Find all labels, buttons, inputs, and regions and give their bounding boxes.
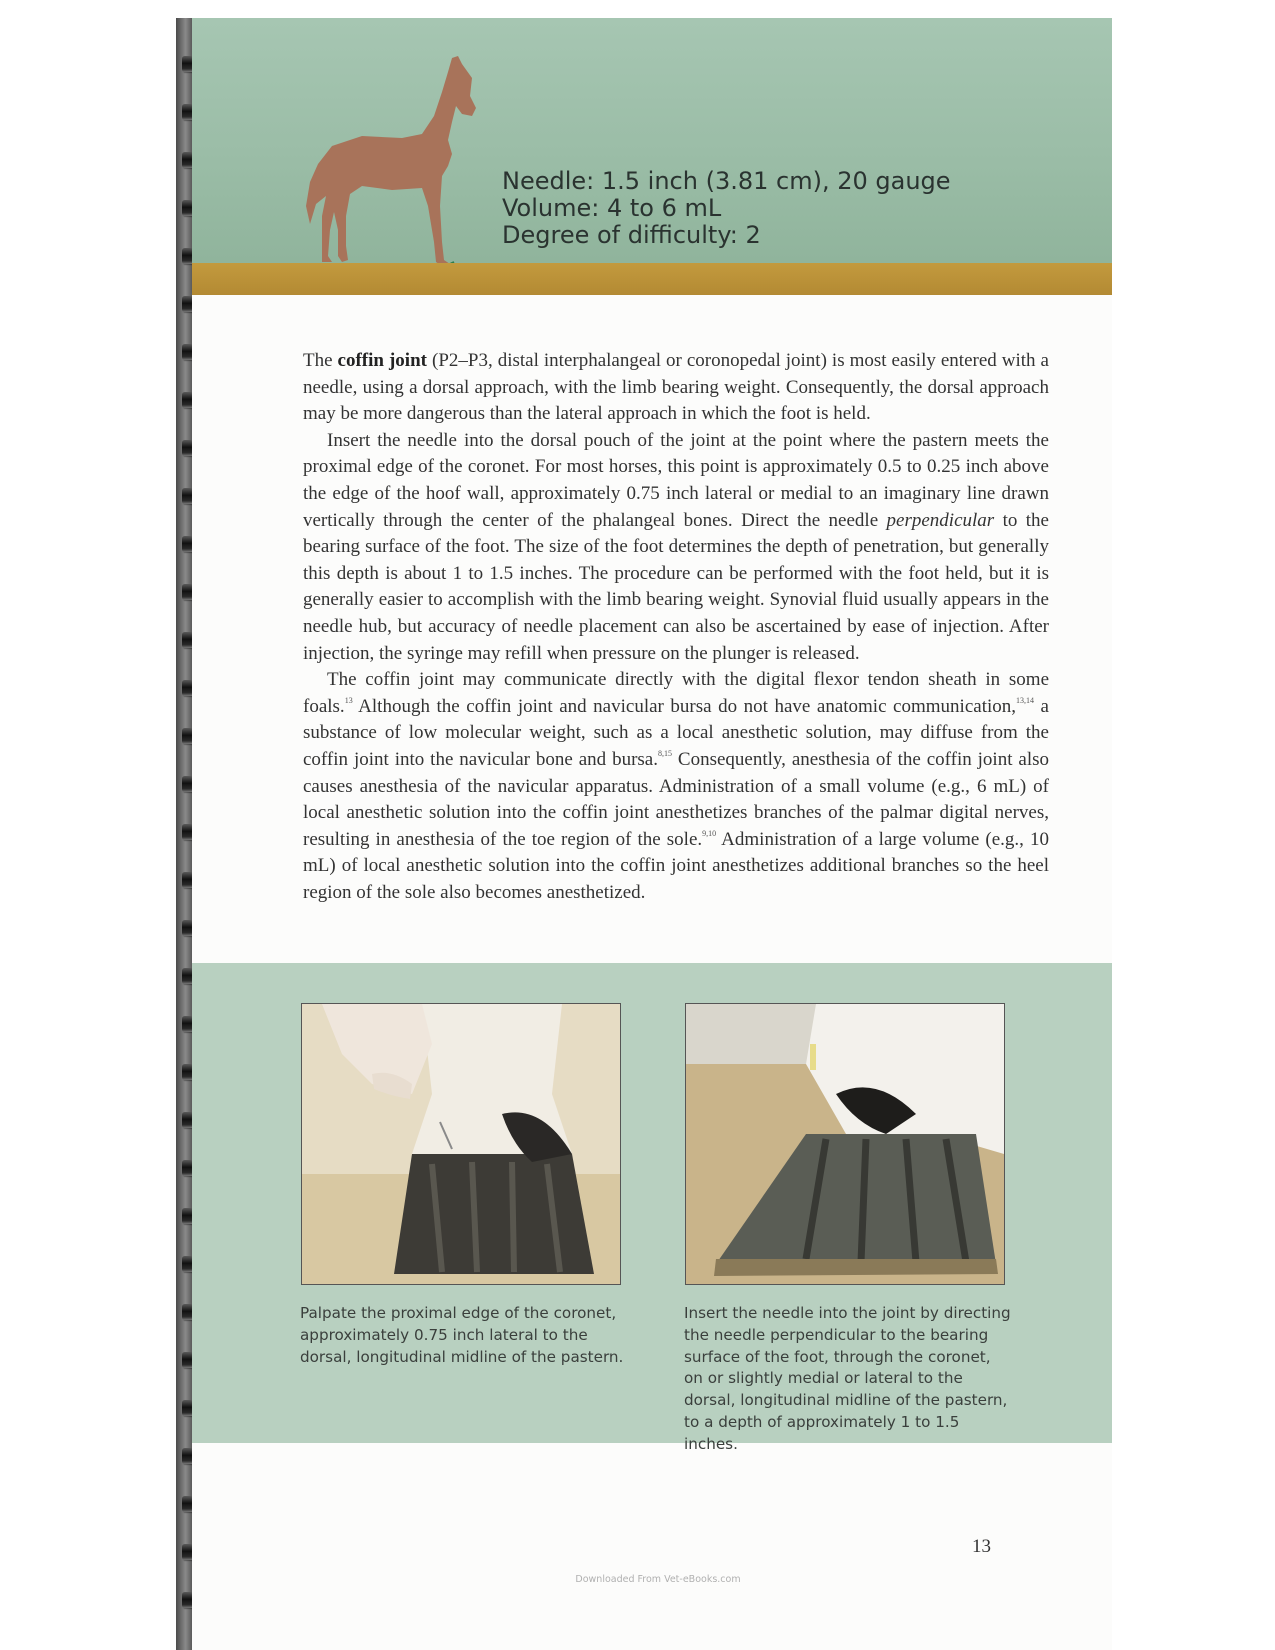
paragraph-2 (303, 428, 1049, 667)
reference-superscript: 13,14 (1016, 695, 1035, 705)
photo-insert-needle (685, 1003, 1005, 1285)
text: Consequently, anesthesia of the coffin joint also causes anesthesia of the navicular apparatus. Administration of a small volume (e.g., 6 mL) of local anesthetic solution into the coffin joint anesthetizes branches of the palmar digital nerves, resulting in anesthesia of the toe region of the sole. (303, 748, 1049, 850)
reference-superscript: 13 (344, 695, 353, 705)
photo-panel (192, 963, 1112, 1453)
header-gold-band (192, 263, 1112, 295)
needle-spec: Needle: 1.5 inch (3.81 cm), 20 gauge (502, 167, 951, 195)
page-number: 13 (972, 1536, 991, 1557)
text: Administration of a large volume (e.g., 10 mL) of local anesthetic solution into the coffin joint anesthetizes additional branches so the heel region of the sole also becomes anesthetized. (303, 828, 1049, 903)
horse-silhouette-icon (302, 56, 492, 276)
body-text (303, 348, 1049, 906)
term-coffin-joint: coffin joint (337, 350, 427, 371)
download-watermark: Downloaded From Vet-eBooks.com (575, 1574, 741, 1585)
reference-superscript: 8,15 (658, 748, 672, 758)
emphasis-perpendicular: perpendicular (886, 509, 995, 531)
text: (P2–P3, distal interphalangeal or coronopedal joint) is most easily entered with a needle, using a dorsal approach, with the limb bearing weight. Consequently, the dorsal approach may be more dangerous than the lateral approach in which the foot is held. (303, 350, 1049, 425)
paragraph-1 (303, 348, 1049, 428)
page-header (192, 18, 1112, 263)
caption-left: Palpate the proximal edge of the coronet, approximately 0.75 inch lateral to the dorsal, longitudinal midline of the pastern. (300, 1304, 624, 1366)
text: Although the coffin joint and navicular bursa do not have anatomic communication, (352, 695, 1017, 717)
text: The (303, 350, 338, 371)
caption-right: Insert the needle into the joint by directing the needle perpendicular to the bearing surface of the foot, through the coronet, on or slightly medial or lateral to the dorsal, longitudinal midline of the pastern, to a depth of approximately 1 to 1.5 inches. (684, 1304, 1011, 1453)
text: The coffin joint may communicate directly with the digital flexor tendon sheath in some foals. (303, 669, 1049, 717)
book-page (192, 18, 1112, 1650)
text: a substance of low molecular weight, such as a local anesthetic solution, may diffuse from the coffin joint into the navicular bone and bursa. (303, 695, 1049, 770)
paragraph-3 (303, 667, 1049, 906)
injection-specs (502, 168, 951, 249)
reference-superscript: 9,10 (702, 828, 717, 838)
difficulty-spec: Degree of difficulty: 2 (502, 221, 761, 249)
text: to the bearing surface of the foot. The size of the foot determines the depth of penetration, but generally this depth is about 1 to 1.5 inches. The procedure can be performed with the foot held, but it is generally easier to accomplish with the limb bearing weight. Synovial fluid usually appears in the needle hub, but accuracy of needle placement can also be ascertained by ease of injection. After injection, the syringe may refill when pressure on the plunger is released. (303, 509, 1049, 664)
photo-palpate-coronet (301, 1003, 621, 1285)
text: Insert the needle into the dorsal pouch of the joint at the point where the pastern meets the proximal edge of the coronet. For most horses, this point is approximately 0.5 to 0.25 inch above the edge of the hoof wall, approximately 0.75 inch lateral or medial to an imaginary line drawn vertically through the center of the phalangeal bones. Direct the needle (303, 429, 1049, 531)
volume-spec: Volume: 4 to 6 mL (502, 194, 722, 222)
